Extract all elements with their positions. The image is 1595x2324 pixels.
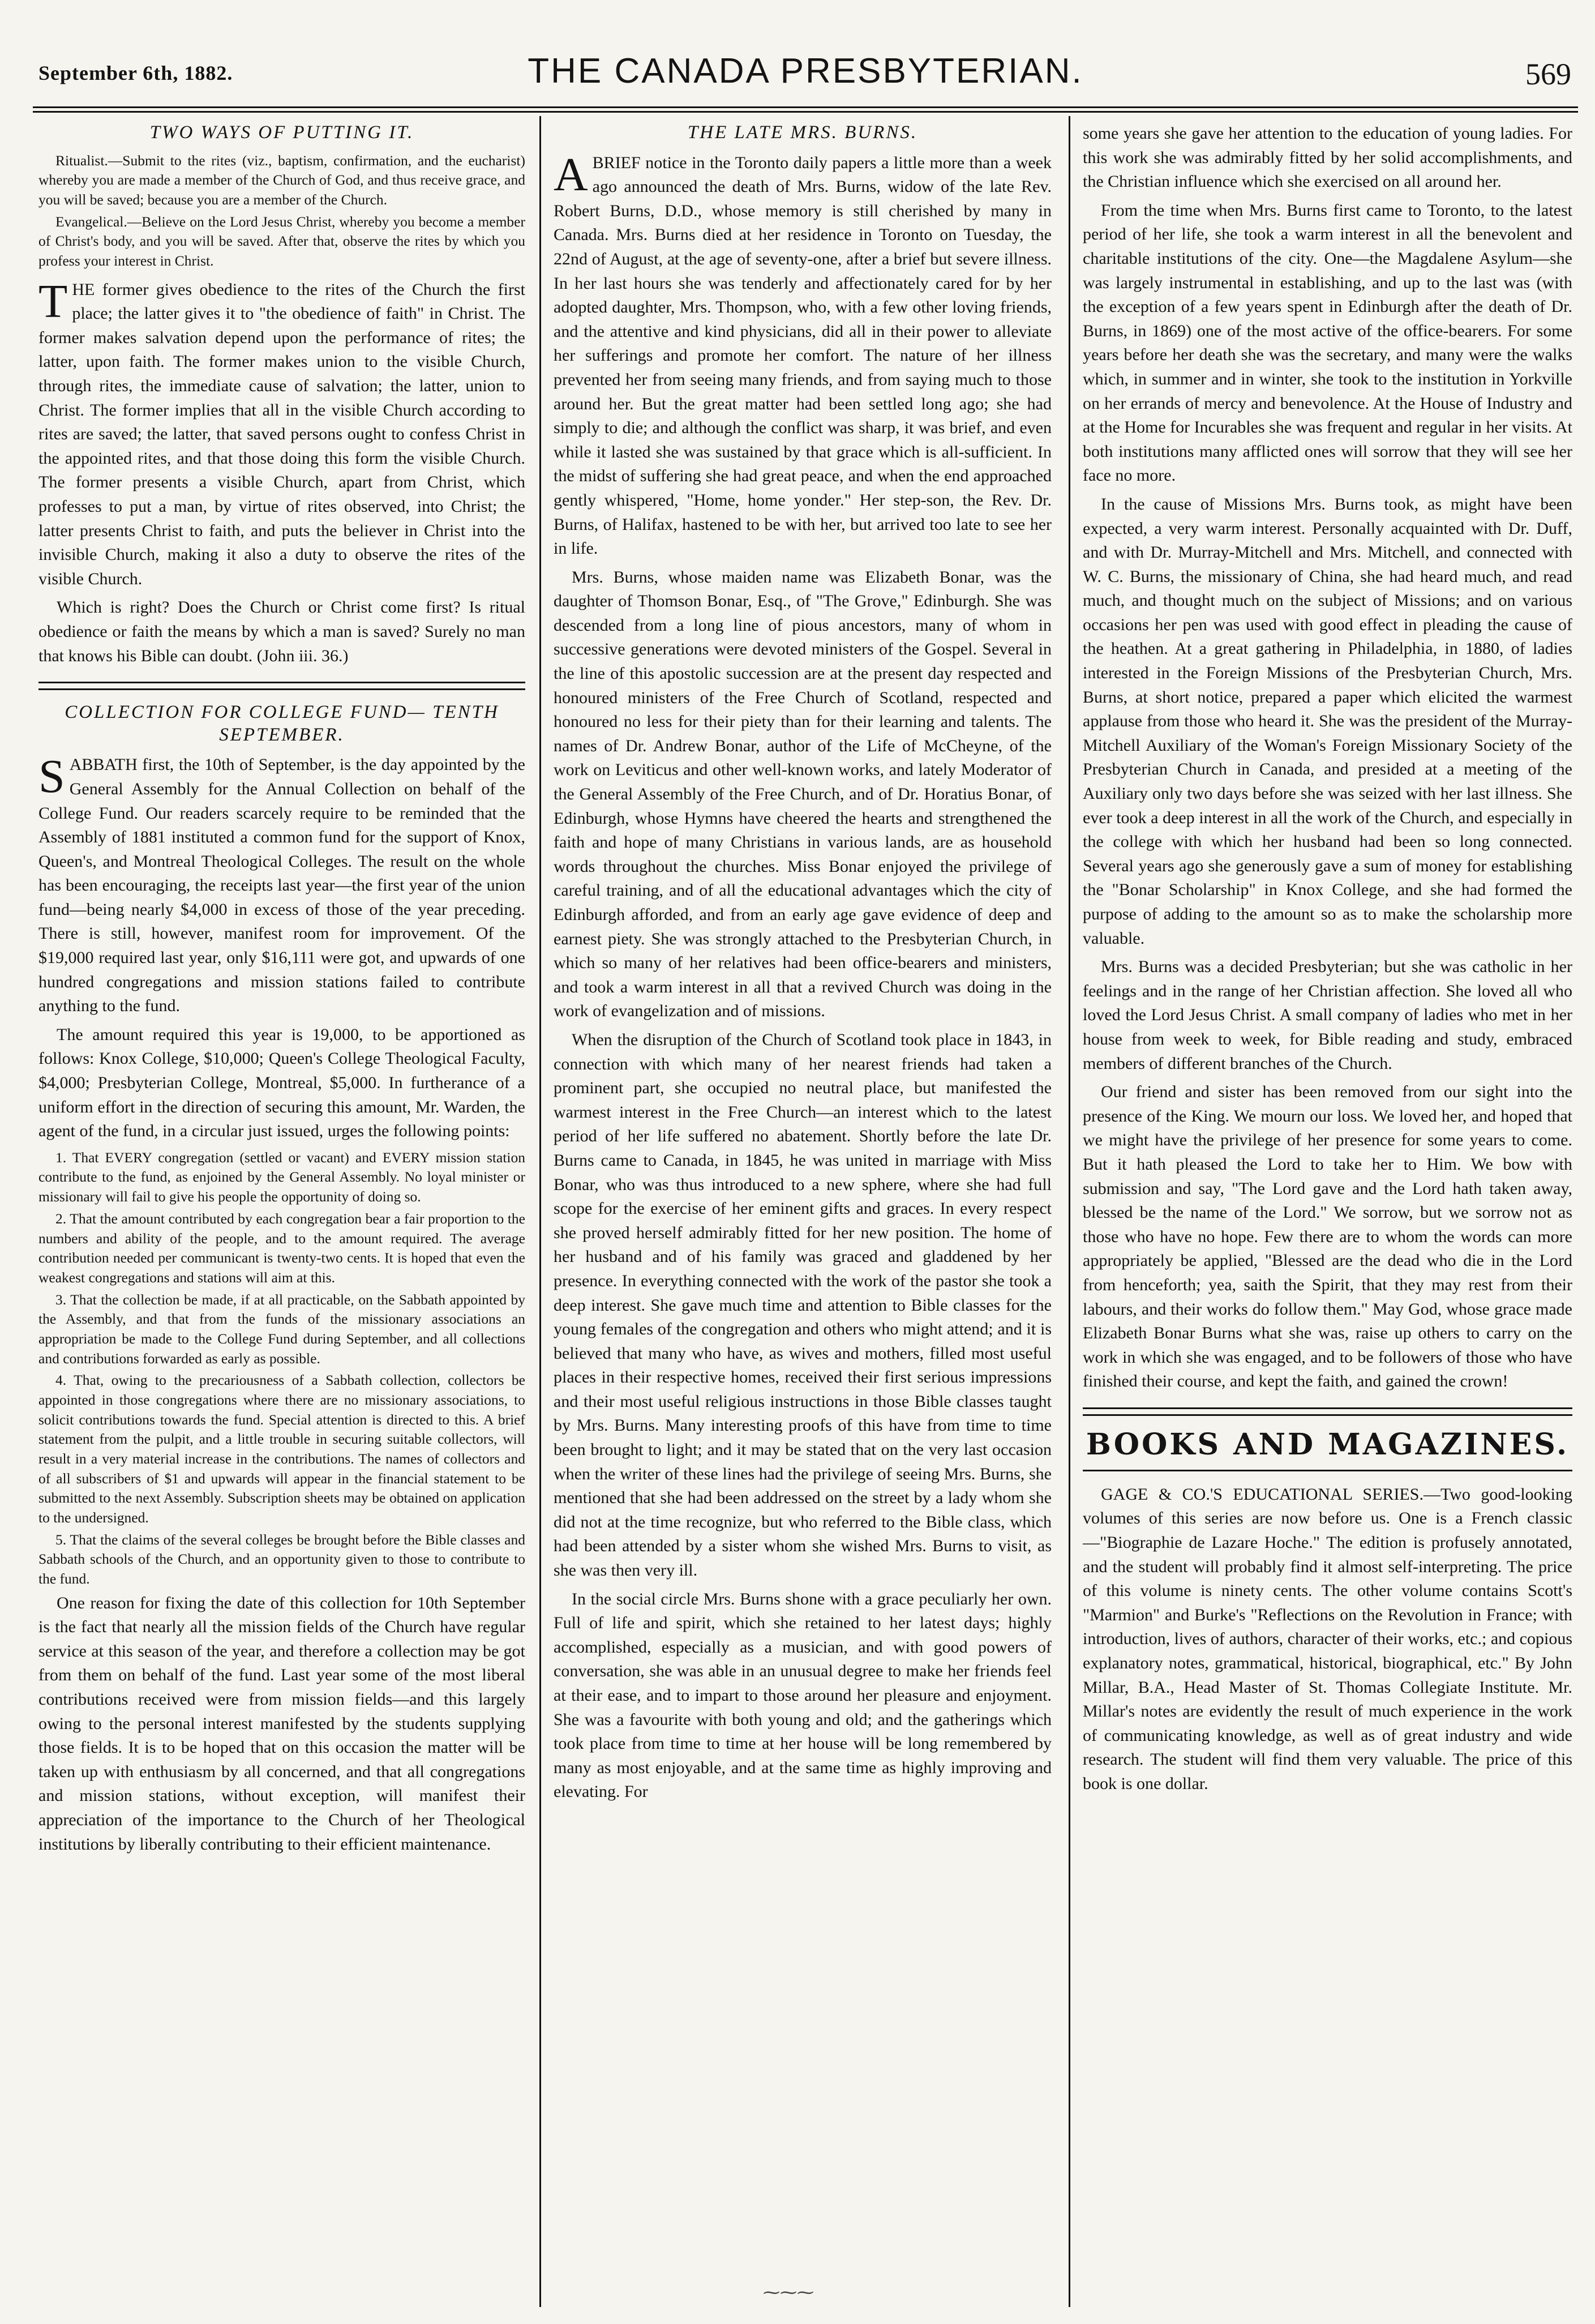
two-ways-closing: Which is right? Does the Church or Christ come first? Is ritual obedience or faith the means by which a man is saved? Surely no man that knows his Bible can doubt. (John iii. 36.) bbox=[38, 598, 525, 665]
burns-p3: When the disruption of the Church of Scotland took place in 1843, in connection with which many of her nearest friends had taken a prominent part, she occupied no neutral place, but manifested the warmest interest in the Free Church—an interest which to the latest period of her life suffered no abatement. Shortly before the late Dr. Burns came to Canada, in 1845, he was united in marriage with Miss Bonar, who was thus introduced to a new sphere, where she had full scope for the exercise of her eminent gifts and graces. In every respect she proved herself admirably fitted for her new position. The home of her husband and of his family was graced and gladdened by her presence. In everything connected with the work of the pastor she took a deep interest. She gave much time and attention to Bible classes for the young females of the congregation and others who might attend; and it is believed that many who have, as wives and mothers, filled most useful places in their respective homes, received their first serious impressions and their most useful religious instructions in those Bible classes taught by Mrs. Burns. Many interesting proofs of this have from time to time been brought to light; and it may be stated that on the very last occasion when the writer of these lines had the privilege of seeing Mrs. Burns, she mentioned that she had been addressed on the street by a lady whom she did not at the time recognize, but who referred to the Bible class, which had been attended by a sister whom she wished Mrs. Burns to visit, as she was then very ill. bbox=[554, 1030, 1052, 1580]
ritualist-statement: Ritualist.—Submit to the rites (viz., baptism, confirmation, and the eucharist) whereby you are made a member of the Church of God, and thus receive grace, and you will be saved; because you are a member of the Church. bbox=[38, 152, 525, 208]
drop-cap: T bbox=[38, 275, 68, 328]
circular-point-4: 4. That, owing to the precariousness of a Sabbath collection, collectors be appointed in those congregations where there are no missionary associations, to solicit contributions towards the fund. Special attention is directed to this. A brief statement from the pulpit, and a little trouble in securing suitable collectors, will result in a very material increase in the contributions. The names of collectors and of all subscribers of $1 and upwards will appear in the financial statement to be submitted to the next Assembly. Subscription sheets may be obtained on application to the undersigned. bbox=[38, 1372, 525, 1526]
books-magazines-heading: BOOKS AND MAGAZINES. bbox=[1086, 1427, 1570, 1462]
issue-date: September 6th, 1882. bbox=[38, 62, 233, 84]
burns-cont-p1: some years she gave her attention to the education of young ladies. For this work she was admirably fitted by her solid accomplishments, and the Christian influence which she exercised on all around her. bbox=[1083, 124, 1572, 191]
footer-ornament: ⁓⁓⁓ bbox=[763, 2283, 814, 2302]
circular-point-5: 5. That the claims of the several colleges be brought before the Bible classes and Sabbath schools of the Church, and an opportunity given to those to contribute to the fund. bbox=[38, 1531, 525, 1587]
column-divider-1 bbox=[539, 116, 541, 2307]
college-fund-p1 bbox=[38, 750, 525, 1018]
college-fund-p3: One reason for fixing the date of this collection for 10th September is the fact that nearly all the mission fields of the Church have regular service at this season of the year, and therefore a collection may be got from them on behalf of the fund. Last year some of the most liberal contributions received were from mission fields—and this largely owing to the personal interest manifested by the students supplying those fields. It is to be hoped that on this occasion the matter will be taken up with enthusiasm by all concerned, and that all congregations and mission stations, without exception, will manifest their appreciation of the importance to the Church of her Theological institutions by liberally contributing to their efficient maintenance. bbox=[38, 1593, 525, 1854]
masthead-rule-second bbox=[33, 111, 1578, 113]
burns-cont-p2: From the time when Mrs. Burns first came to Toronto, to the latest period of her life, she took a warm interest in all the benevolent and charitable institutions of the city. One—the Magdalene Asylum—she was largely instrumental in establishing, and up to the last was (with the exception of a few years spent in Edinburgh after the death of Dr. Burns, in 1869) one of the most active of the office-bearers. For some years before her death she was the secretary, and many were the walks which, in summer and in winter, she took to the institution in Yorkville on her errands of mercy and benevolence. At the House of Industry and at the Home for Incurables she was frequent and regular in her visits. At both institutions many afflicted ones will sorrow that they will see her face no more. bbox=[1083, 200, 1572, 485]
column-2 bbox=[554, 122, 1052, 1809]
college-fund-p1-text: ABBATH first, the 10th of September, is the day appointed by the General Assembly for the Annual Collection on behalf of the College Fund. Our readers scarcely require to be reminded that the Assembly of 1881 instituted a common fund for the support of Knox, Queen's, and Montreal Theological Colleges. The result on the whole has been encouraging, the receipts last year—the first year of the union fund—being nearly $4,000 in excess of those of the year preceding. There is still, however, manifest room for improvement. Of the $19,000 required last year, only $16,111 were got, and upwards of one hundred congregations and mission stations failed to contribute anything to the fund. bbox=[38, 755, 525, 1016]
burns-p1 bbox=[554, 148, 1052, 561]
burns-cont-p5: Our friend and sister has been removed from our sight into the presence of the King. We mourn our loss. We loved her, and hoped that we might have the privilege of her presence for some years to come. But it hath pleased the Lord to take her to Him. We bow with submission and say, "The Lord gave and the Lord hath taken away, blessed be the name of the Lord." We sorrow, but we sorrow not as those who have no hope. Few there are to whom the words can more appropriately be applied, "Blessed are the dead who die in the Lord from henceforth; yea, saith the Spirit, that they may rest from their labours, and their works do follow them." May God, whose grace made Elizabeth Bonar Burns what she was, raise up others to carry on the work in which she was engaged, and to be followers of those who have finished their course, and kept the faith, and gained the crown! bbox=[1083, 1082, 1572, 1391]
burns-cont-p4: Mrs. Burns was a decided Presbyterian; but she was catholic in her feelings and in the range of her Christian affection. She loved all who loved the Lord Jesus Christ. A small company of ladies who met in her house from week to week, for Bible reading and study, embraced members of different branches of the Church. bbox=[1083, 957, 1572, 1073]
burns-p4: In the social circle Mrs. Burns shone with a grace peculiarly her own. Full of life and spirit, which she retained to her latest days; highly accomplished, especially as a musician, and with good powers of conversation, she was able in an unusual degree to make her friends feel at their ease, and to impart to those around her pleasure and enjoyment. She was a favourite with both young and old; and the gatherings which took place from time to time at her house will be long remembered by many as most enjoyable, and at the same time as highly improving and elevating. For bbox=[554, 1589, 1052, 1801]
newspaper-page bbox=[33, 40, 1578, 2310]
masthead-rule bbox=[33, 106, 1578, 108]
section-separator bbox=[1083, 1407, 1572, 1416]
two-ways-body-text: HE former gives obedience to the rites of the Church the first place; the latter gives it to "the obedience of faith" in Christ. The former makes salvation depend upon the performance of rites; the latter, upon faith. The former makes union to the visible Church, through rites, the immediate cause of salvation; the latter, union to Christ. The former implies that all in the visible Church according to rites are saved; the latter, that saved persons ought to confess Christ in the appointed rites, and that those doing this form the visible Church. The former presents a visible Church, apart from Christ, which professes to put a man, by virtue of rites observed, into Christ; the latter presents Christ to faith, and puts the believer in Christ into the invisible Church, making it also a duty to observe the rites of the visible Church. bbox=[38, 280, 525, 588]
drop-cap: S bbox=[38, 750, 65, 803]
article-title-two-ways: TWO WAYS OF PUTTING IT. bbox=[149, 122, 414, 143]
circular-point-3: 3. That the collection be made, if at all practicable, on the Sabbath appointed by the Assembly, and that from the funds of the missionary associations an appropriation be made to the College Fund during September, and all collections and contributions forwarded as early as possible. bbox=[38, 1291, 525, 1367]
column-1 bbox=[38, 122, 525, 1861]
article-separator bbox=[38, 682, 525, 690]
column-divider-2 bbox=[1069, 116, 1070, 2307]
burns-p2: Mrs. Burns, whose maiden name was Elizabeth Bonar, was the daughter of Thomson Bonar, Esq., of "The Grove," Edinburgh. She was descended from a long line of pious ancestors, many of whom in successive generations were devoted ministers of the Gospel. Several in the line of this apostolic succession are at the present day respected and honoured ministers of the Free Church of Scotland, respected and honoured no less for their piety than for their learning and talents. The names of Dr. Andrew Bonar, author of the Life of McCheyne, of the work on Leviticus and other well-known works, and lately Moderator of the General Assembly of the Free Church, and of Dr. Horatius Bonar, of Edinburgh, whose Hymns have cheered the hearts and strengthened the faith and hope of many Christians in various lands, are as household words throughout the churches. Miss Bonar enjoyed the privilege of careful training, and of all the educational advantages which the city of Edinburgh afforded, and from an early age gave evidence of deep and earnest piety. She was strongly attached to the Presbyterian Church, in which so many of her relatives had been office-bearers and ministers, and took a warm interest in all that a revived Church was doing in the work of evangelization and of missions. bbox=[554, 567, 1052, 1021]
publication-title: THE CANADA PRESBYTERIAN. bbox=[528, 52, 1083, 91]
burns-cont-p3: In the cause of Missions Mrs. Burns took, as might have been expected, a very warm interest. Personally acquainted with Dr. Duff, and with Dr. Murray-Mitchell and Mrs. Mitchell, and connected with W. C. Burns, the missionary of China, she had heard much, and read much, and thought much on the subject of Missions; and on various occasions her pen was used with good effect in pleading the cause of the heathen. At a great gathering in Philadelphia, in 1880, of ladies interested in the Foreign Missions of the Presbyterian Church, Mrs. Burns, at short notice, prepared a paper which elicited the warmest applause from those who heard it. She was the president of the Murray-Mitchell Auxiliary of the Woman's Foreign Missionary Society of the Presbyterian Church in Canada, and presided at a meeting of the Auxiliary only two days before she was seized with her last illness. She ever took a deep interest in all the work of the Church, and especially in the college with which her husband had been so long connected. Several years ago she generously gave a sum of money for establishing the "Bonar Scholarship" in Knox College, and she had formed the purpose of adding to the amount so as to make the scholarship more valuable. bbox=[1083, 494, 1572, 948]
college-fund-p2: The amount required this year is 19,000, to be apportioned as follows: Knox College, $10,000; Queen's College Theological Faculty, $4,000; Presbyterian College, Montreal, $5,000. In furtherance of a uniform effort in the direction of securing this amount, Mr. Warden, the agent of the fund, in a circular just issued, urges the following points: bbox=[38, 1025, 525, 1141]
circular-point-1: 1. That EVERY congregation (settled or vacant) and EVERY mission station contribute to the fund, as enjoined by the General Assembly. No loyal minister or missionary will fail to give his people the opportunity of doing so. bbox=[38, 1149, 525, 1205]
heading-rule bbox=[1083, 1470, 1572, 1471]
books-review: GAGE & CO.'S EDUCATIONAL SERIES.—Two good-looking volumes of this series are now before us. One is a French classic—"Biographie de Lazare Hoche." The edition is profusely annotated, and the student will probably find it almost self-interpreting. The price of this volume is ninety cents. The other volume contains Scott's "Marmion" and Burke's "Reflections on the Revolution in France; with introduction, lives of authors, character of their works, etc.; and copious explanatory notes, grammatical, historical, biographical, etc." By John Millar, B.A., Head Master of St. Thomas Collegiate Institute. Mr. Millar's notes are evidently the result of much experience in the work of communicating knowledge, as well as of great industry and wide research. The student will find them very valuable. The price of this book is one dollar. bbox=[1083, 1484, 1572, 1793]
masthead bbox=[33, 40, 1578, 108]
circular-point-2: 2. That the amount contributed by each congregation bear a fair proportion to the numbers and ability of the people, and to the amount required. The average contribution needed per communicant is twenty-two cents. It is hoped that even the weakest congregations and stations will aim at this. bbox=[38, 1210, 525, 1286]
article-title-college-fund: COLLECTION FOR COLLEGE FUND— TENTH SEPTEMBER. bbox=[65, 702, 499, 745]
article-title-mrs-burns: THE LATE MRS. BURNS. bbox=[687, 122, 918, 143]
column-3 bbox=[1083, 122, 1572, 1801]
burns-p1-text: BRIEF notice in the Toronto daily papers a little more than a week ago announced the death of Mrs. Burns, widow of the late Rev. Robert Burns, D.D., whose memory is still cherished by many in Canada. Mrs. Burns died at her residence in Toronto on Tuesday, the 22nd of August, at the age of seventy-one, after a brief but severe illness. In her last hours she was tenderly and affectionately cared for by her adopted daughter, Mrs. Thompson, who, with a few other loving friends, and the attentive and kind physicians, did all in their power to alleviate her sufferings and promote her comfort. The nature of her illness prevented her from seeing many friends, and from saying much to those around her. But the great matter had been settled long ago; she had simply to die; and although the conflict was sharp, it was brief, and even while it lasted she was sustained by that grace which is all-sufficient. In the midst of suffering she had great peace, and when the end approached gently whispered, "Home, home yonder." Her step-son, the Rev. Dr. Burns, of Halifax, hastened to be with her, but arrived too late to see her in life. bbox=[554, 153, 1052, 558]
drop-cap: A bbox=[554, 148, 588, 201]
two-ways-body bbox=[38, 275, 525, 592]
evangelical-statement: Evangelical.—Believe on the Lord Jesus Christ, whereby you become a member of Christ's body, and you will be saved. After that, observe the rites by which you profess your interest in Christ. bbox=[38, 213, 525, 269]
page-number: 569 bbox=[1525, 57, 1571, 91]
